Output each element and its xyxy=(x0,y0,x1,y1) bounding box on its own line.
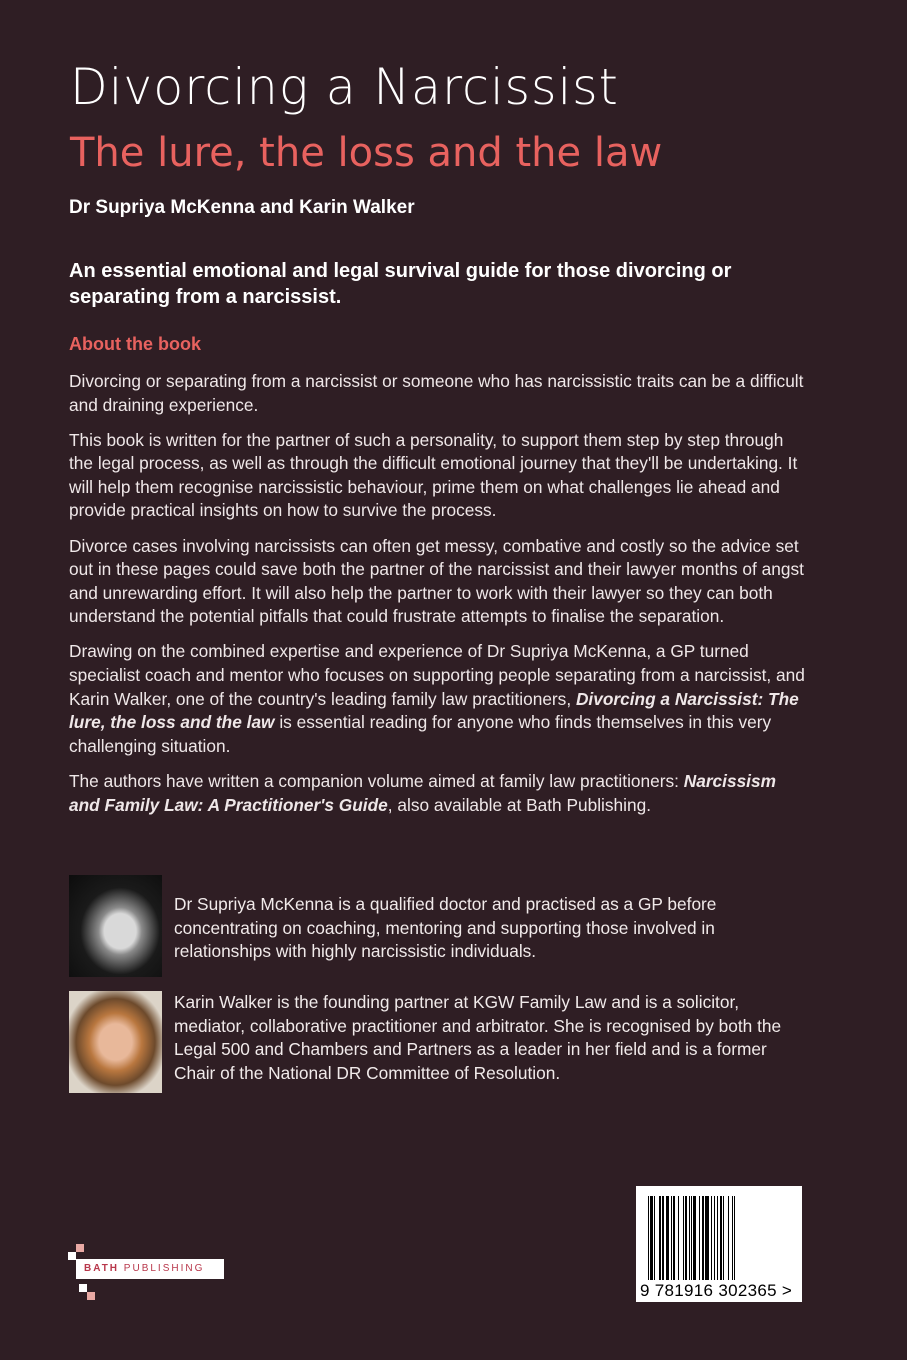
paragraph: Divorcing or separating from a narcissist or someone who has narcissistic traits can be a difficult and draining experience. xyxy=(69,371,804,415)
book-subtitle: The lure, the loss and the law xyxy=(70,130,663,176)
book-title: Divorcing a Narcissist xyxy=(70,58,619,116)
paragraph xyxy=(69,770,809,817)
author-bio-walker xyxy=(69,991,809,1093)
isbn-barcode xyxy=(636,1186,802,1302)
author-photo xyxy=(69,875,162,977)
text: , also available at Bath Publishing. xyxy=(387,794,651,815)
authors: Dr Supriya McKenna and Karin Walker xyxy=(69,197,415,218)
text: is essential reading for anyone who finds themselves in this very challenging situation. xyxy=(69,712,772,756)
about-body xyxy=(69,370,809,829)
about-heading: About the book xyxy=(69,334,201,354)
paragraph: This book is written for the partner of such a personality, to support them step by step through the legal process, as well as through the difficult emotional journey that they'll be undertaking. It will help them recognise narcissistic behaviour, prime them on what challenges lie ahead and provide practical insights on how to survive the process. xyxy=(69,429,798,521)
text: The authors have written a companion volume aimed at family law practitioners: xyxy=(69,770,684,791)
book-title-ref: Divorcing a Narcissist: The lure, the loss and the law xyxy=(69,688,799,733)
author-photo xyxy=(69,991,162,1093)
companion-title-ref: Narcissism and Family Law: A Practitioner's Guide xyxy=(69,770,776,815)
publisher-rest: PUBLISHING xyxy=(119,1263,205,1274)
text: Drawing on the combined expertise and experience of Dr Supriya McKenna, a GP turned specialist coach and mentor who focuses on supporting people separating from a narcissist, and Karin Walker, one of the country's leading family law practitioners, xyxy=(69,641,805,709)
publisher-bold: BATH xyxy=(84,1263,120,1274)
author-bio-mckenna xyxy=(69,875,809,977)
logo-square xyxy=(79,1284,87,1292)
publisher-name xyxy=(76,1259,224,1279)
publisher-logo xyxy=(68,1244,228,1304)
logo-square xyxy=(76,1244,84,1252)
barcode-bar xyxy=(735,1196,737,1280)
barcode-bars xyxy=(648,1196,776,1280)
bio-text: Dr Supriya McKenna is a qualified doctor and practised as a GP before concentrating on coaching, mentoring and supporting those involved in relationships with highly narcissistic individuals. xyxy=(174,894,717,962)
bio-text: Karin Walker is the founding partner at KGW Family Law and is a solicitor, mediator, collaborative practitioner and arbitrator. She is recognised by both the Legal 500 and Chambers and Partners as a leader in her field and is a former Chair of the National DR Committee of Resolution. xyxy=(174,992,782,1083)
tagline: An essential emotional and legal survival guide for those divorcing or separating from a narcissist. xyxy=(69,260,732,308)
logo-square xyxy=(87,1292,95,1300)
paragraph: Divorce cases involving narcissists can often get messy, combative and costly so the advice set out in these pages could save both the partner of the narcissist and their lawyer months of angst and unrewarding effort. It will also help the partner to work with their lawyer so they can both understand the potential pitfalls that could frustrate attempts to finalise the separation. xyxy=(69,535,804,627)
paragraph xyxy=(69,640,809,758)
logo-square xyxy=(68,1252,76,1260)
isbn-number: 9 781916 302365 > xyxy=(640,1281,793,1300)
